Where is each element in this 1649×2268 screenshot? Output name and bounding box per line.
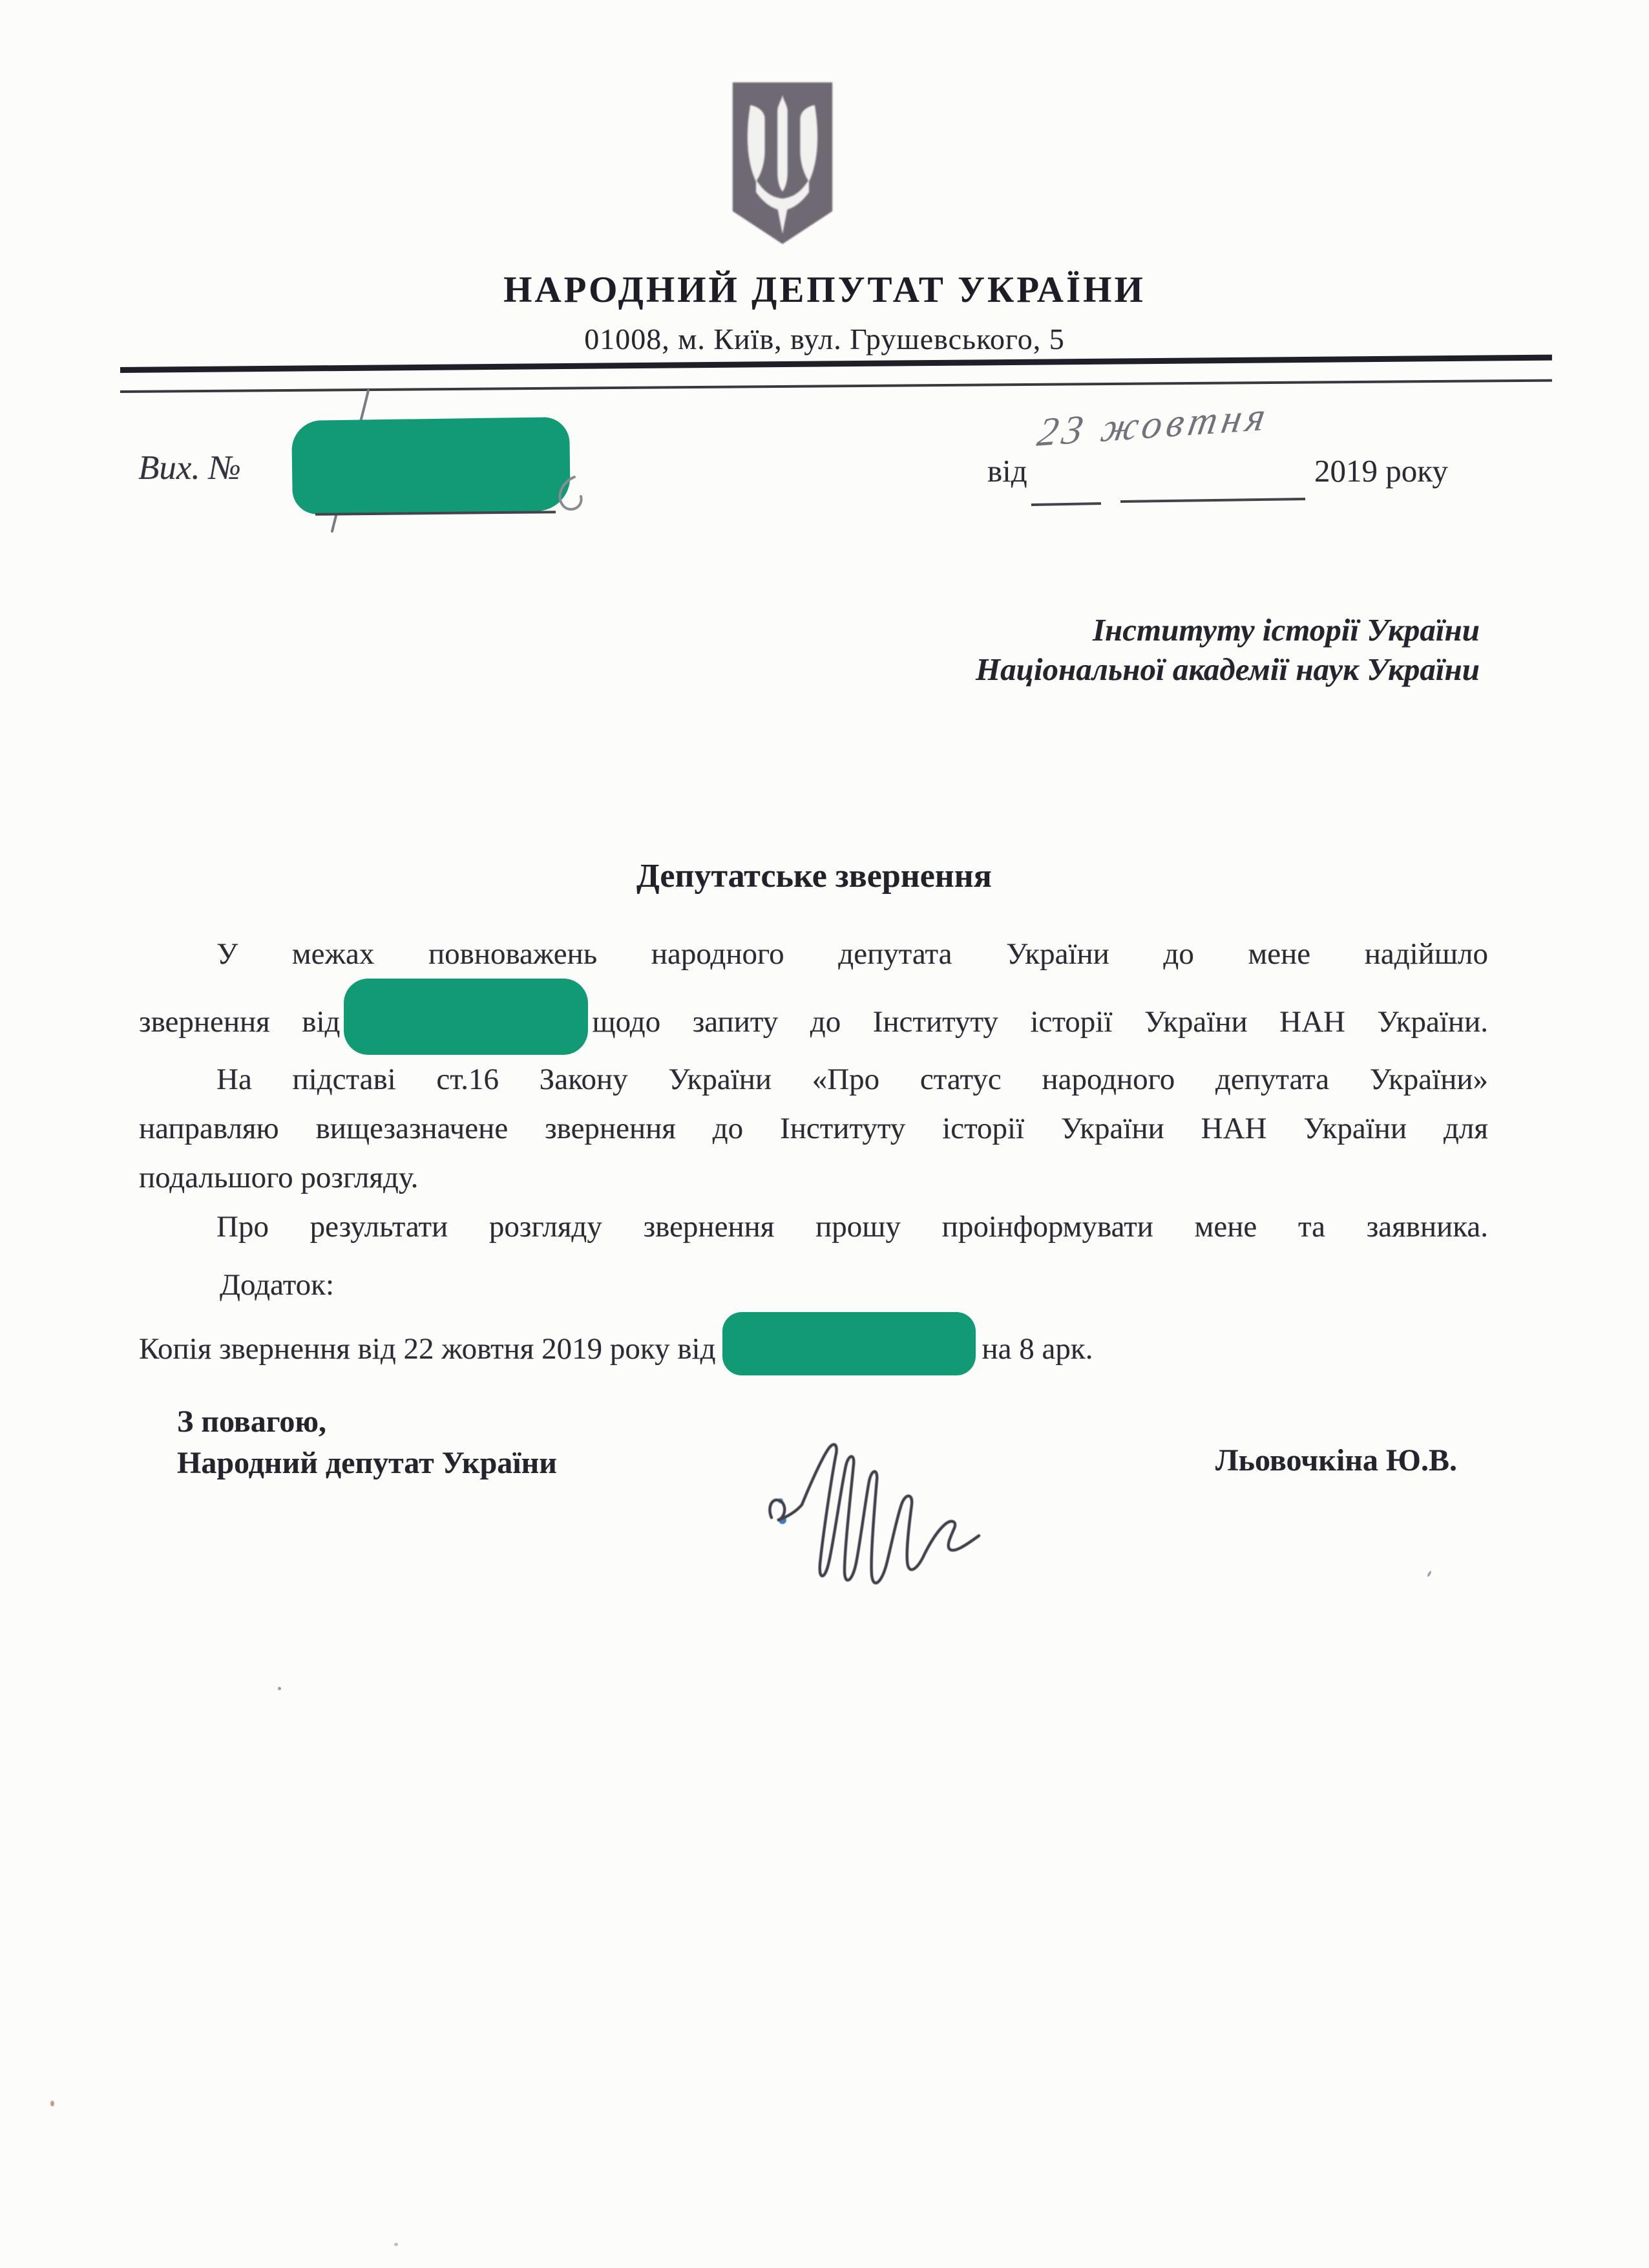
date-underline-month (1120, 498, 1305, 503)
outgoing-number-label: Вих. № (138, 449, 241, 487)
paragraph-1-line-1: У межах повноважень народного депутата України до мене надійшло (216, 937, 1488, 971)
paragraph-1-before-redaction: звернення від (139, 1005, 341, 1039)
paragraph-1-after-redaction: щодо запиту до Інституту історії України НАН України. (592, 1005, 1488, 1039)
date-year-label: 2019 року (1314, 453, 1448, 489)
handwritten-date: 23 жовтня (1034, 394, 1274, 456)
scan-speck (50, 2101, 54, 2106)
pen-curl-mark (546, 471, 591, 522)
recipient-line-2: Національної академії наук України (976, 652, 1480, 687)
divider-rule-top (120, 355, 1552, 373)
signer-name: Льовочкіна Ю.В. (1215, 1443, 1457, 1478)
paragraph-3: Про результати розгляду звернення прошу проінформувати мене та заявника. (216, 1210, 1488, 1244)
signature-handwriting (761, 1434, 1007, 1615)
scan-speck (1427, 1571, 1432, 1578)
letter-body (139, 929, 1488, 1251)
redaction-box-outgoing-number (291, 417, 571, 514)
redaction-box-applicant-name (344, 979, 588, 1055)
scan-speck (394, 2243, 398, 2246)
closing-block (177, 1401, 557, 1484)
closing-regards: З повагою, (177, 1404, 326, 1439)
attachment-block (139, 1262, 1488, 1375)
paragraph-2-line-3: подальшого розгляду. (139, 1161, 419, 1194)
attachment-after-redaction: на 8 арк. (982, 1332, 1093, 1366)
letterhead-title: НАРОДНИЙ ДЕПУТАТ УКРАЇНИ (503, 270, 1146, 310)
paragraph-1-line-2 (139, 979, 1488, 1055)
attachment-before-redaction: Копія звернення від 22 жовтня 2019 року від (139, 1332, 716, 1366)
date-from-label: від (987, 453, 1027, 489)
scan-speck (278, 1687, 281, 1690)
letterhead-address: 01008, м. Київ, вул. Грушевського, 5 (584, 323, 1065, 355)
recipient-block (976, 610, 1480, 689)
closing-position: Народний депутат України (177, 1446, 557, 1480)
paragraph-2-line-1: На підставі ст.16 Закону України «Про статус народного депутата України» (216, 1063, 1488, 1096)
ukraine-trident-coat-of-arms-icon (729, 79, 836, 248)
date-underline-day (1031, 502, 1101, 506)
document-title: Депутатське звернення (636, 858, 992, 895)
redaction-box-attachment-name (722, 1312, 976, 1375)
attachment-label: Додаток: (220, 1268, 335, 1302)
attachment-line (139, 1312, 1488, 1375)
paragraph-2-line-2: направляю вищезазначене звернення до Інституту історії України НАН України для (139, 1112, 1488, 1145)
recipient-line-1: Інституту історії України (1092, 612, 1480, 648)
